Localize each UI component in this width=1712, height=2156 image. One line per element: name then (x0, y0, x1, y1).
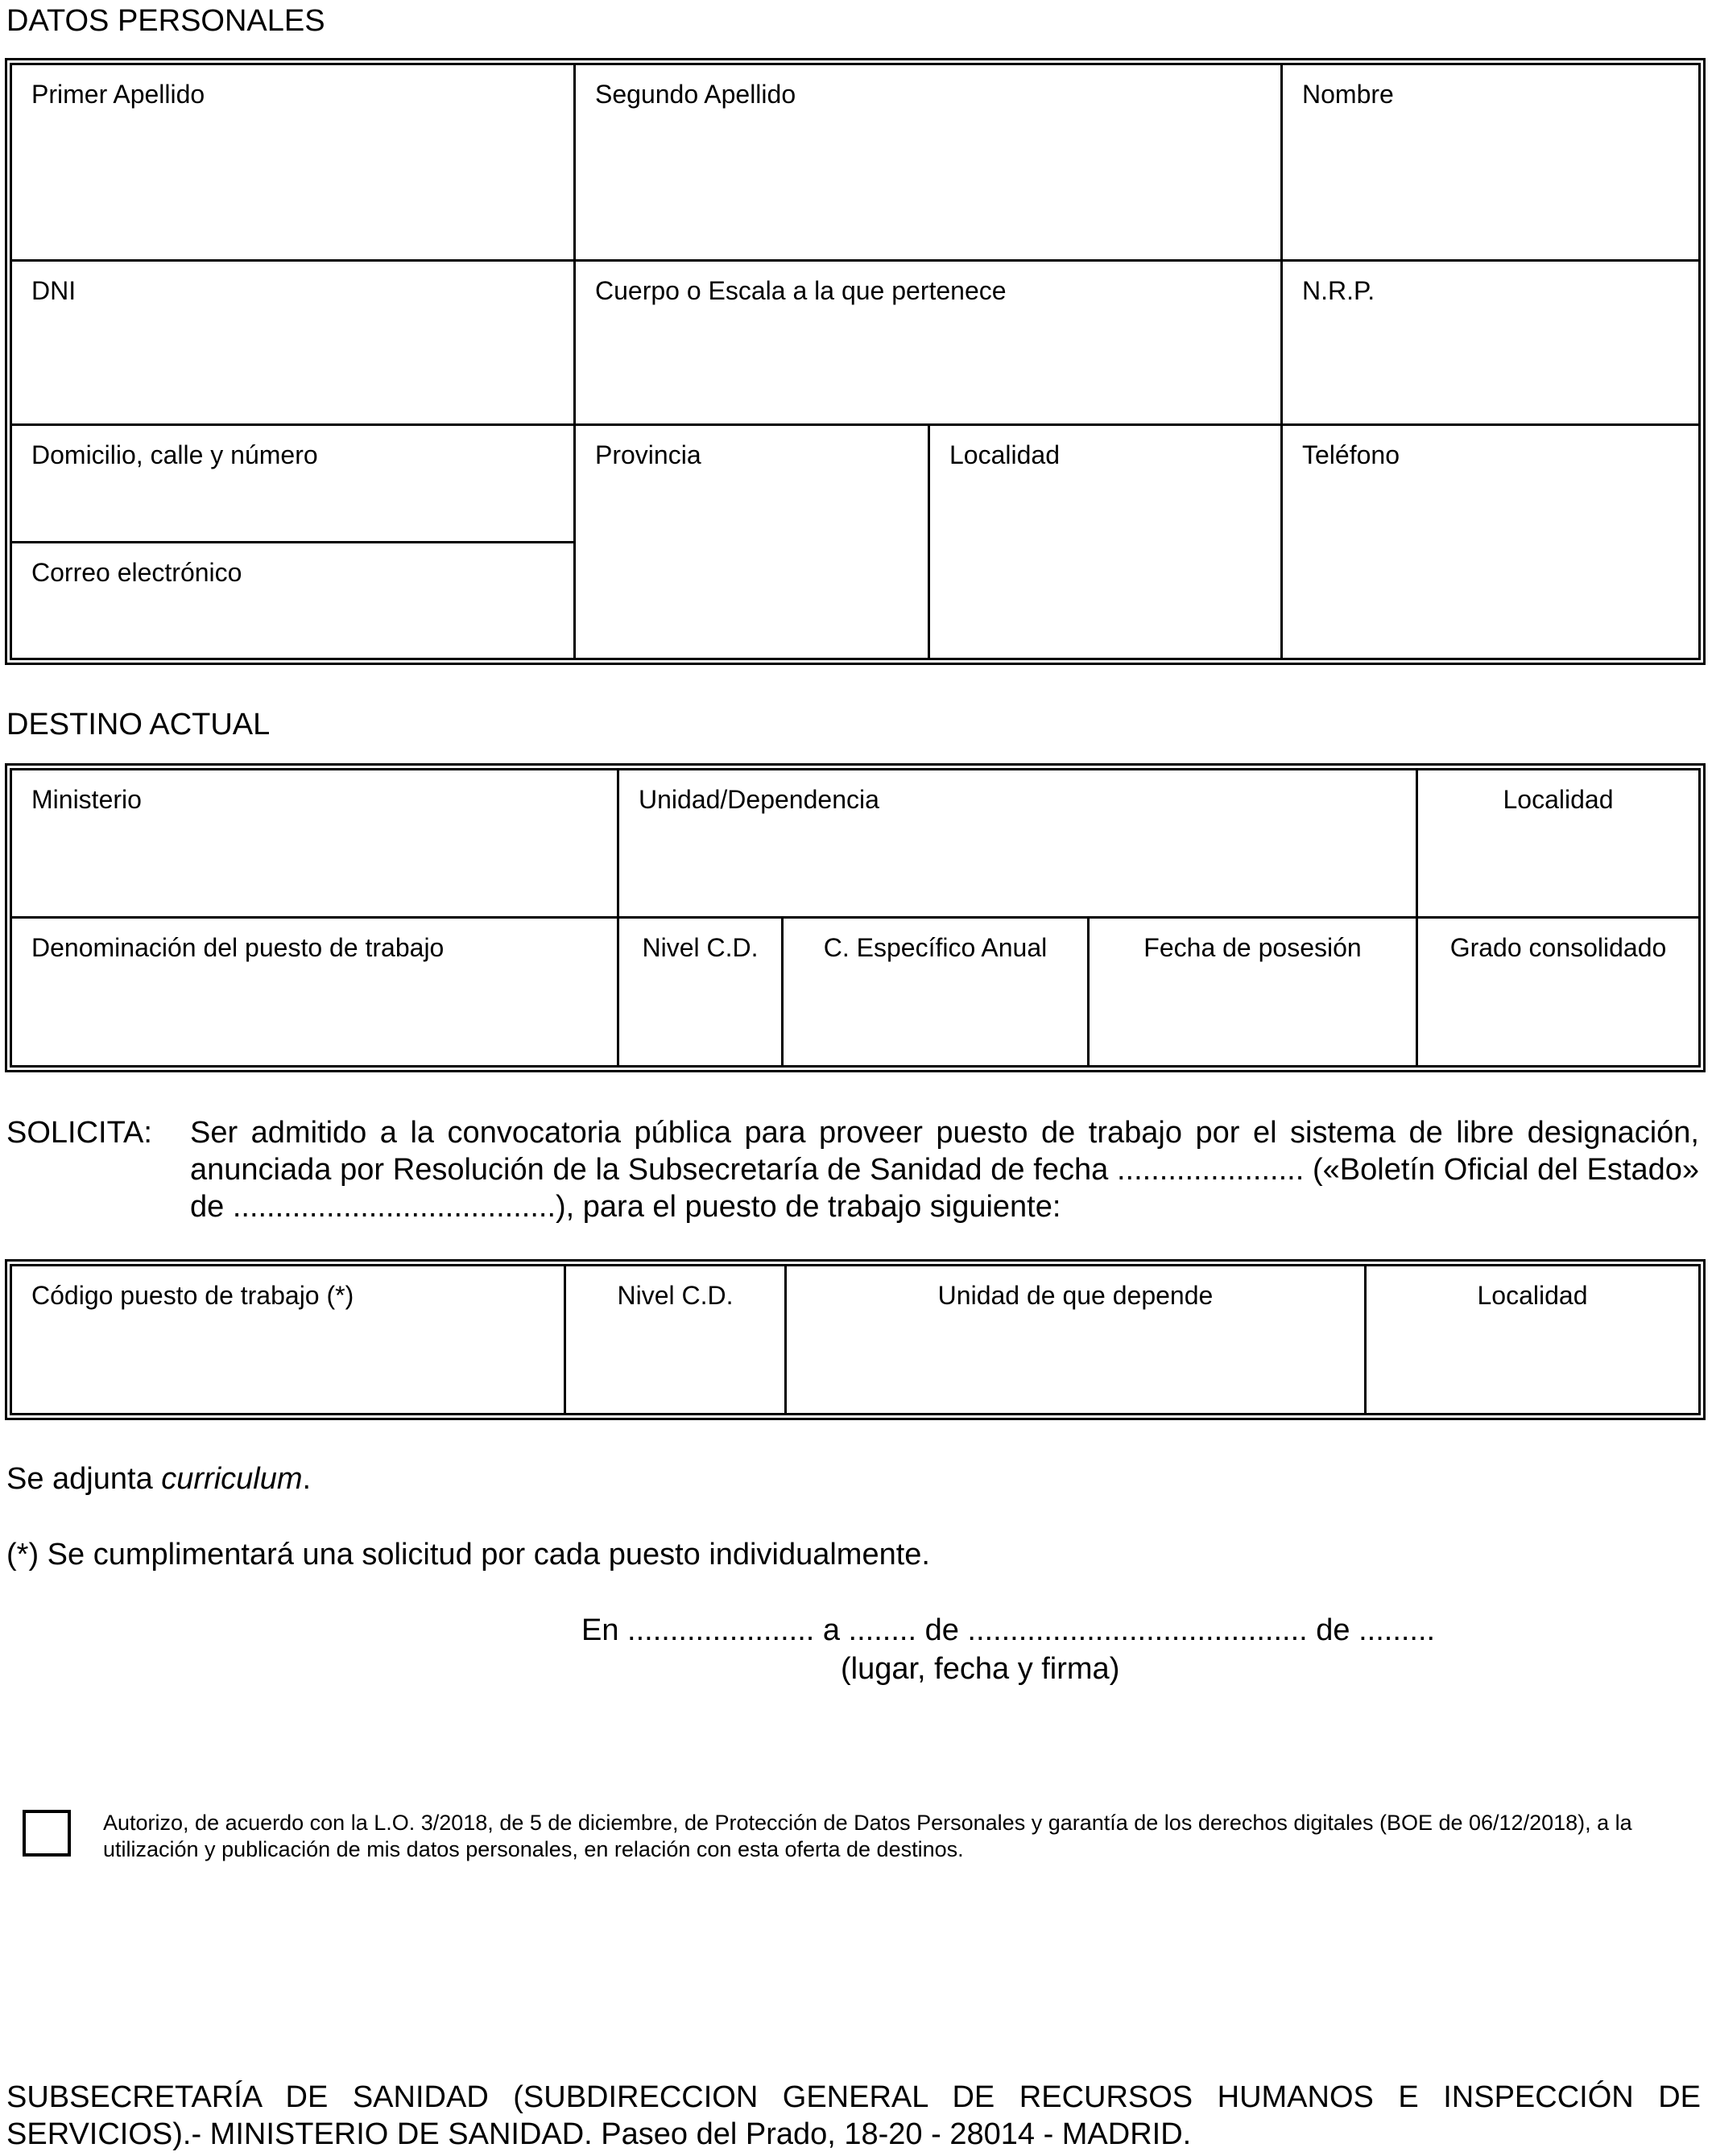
label-localidad-puesto: Localidad (1477, 1281, 1588, 1310)
label-localidad-destino: Localidad (1503, 785, 1614, 814)
field-unidad-depende[interactable] (787, 1266, 1367, 1413)
field-codigo-puesto[interactable] (12, 1266, 566, 1413)
label-segundo-apellido: Segundo Apellido (595, 80, 796, 109)
label-nrp: N.R.P. (1302, 276, 1375, 305)
section-heading-destino-actual: DESTINO ACTUAL (6, 708, 271, 741)
field-unidad-dependencia[interactable] (619, 770, 1418, 919)
label-domicilio: Domicilio, calle y número (31, 440, 318, 469)
label-telefono: Teléfono (1302, 440, 1400, 469)
label-fecha-posesion: Fecha de posesión (1143, 933, 1362, 962)
datos-personales-table (10, 63, 1701, 660)
field-domicilio[interactable] (12, 426, 576, 543)
adjunta-italic: curriculum (161, 1462, 303, 1496)
field-dni[interactable] (12, 262, 576, 426)
solicita-text: Ser admitido a la convocatoria pública para proveer puesto de trabajo por el sistema de libre designación, anunciada por Resolución de la Subsecretaría de Sanidad de fecha ...................... («Boletín Oficial del Estado» de ......................................), para el puesto de trabajo siguiente: (190, 1116, 1699, 1224)
label-nombre: Nombre (1302, 80, 1394, 109)
adjunta-suffix: . (302, 1462, 312, 1496)
section-heading-datos-personales: DATOS PERSONALES (6, 4, 325, 38)
field-telefono[interactable] (1283, 426, 1698, 658)
label-unidad-dependencia: Unidad/Dependencia (639, 785, 879, 814)
footer-address: SUBSECRETARÍA DE SANIDAD (SUBDIRECCION GENERAL DE RECURSOS HUMANOS E INSPECCIÓN DE SERVICIOS).- MINISTERIO DE SANIDAD. Paseo del Prado, 18-20 - 28014 - MADRID. (6, 2080, 1701, 2151)
field-localidad[interactable] (930, 426, 1283, 658)
label-dni: DNI (31, 276, 77, 305)
firma-line: En ...................... a ........ de ........................................ de ......... (581, 1613, 1436, 1647)
label-especifico-anual: C. Específico Anual (823, 933, 1048, 962)
adjunta-curriculum (6, 1460, 311, 1497)
label-primer-apellido: Primer Apellido (31, 80, 205, 109)
label-localidad: Localidad (949, 440, 1060, 469)
field-cuerpo-escala[interactable] (576, 262, 1283, 426)
label-cuerpo-escala: Cuerpo o Escala a la que pertenece (595, 276, 1007, 305)
field-correo[interactable] (12, 543, 576, 658)
field-especifico-anual[interactable] (784, 919, 1090, 1065)
label-unidad-depende: Unidad de que depende (937, 1281, 1214, 1310)
field-ministerio[interactable] (12, 770, 619, 919)
field-localidad-puesto[interactable] (1367, 1266, 1698, 1413)
label-provincia: Provincia (595, 440, 701, 469)
field-denominacion-puesto[interactable] (12, 919, 619, 1065)
field-segundo-apellido[interactable] (576, 65, 1283, 262)
label-ministerio: Ministerio (31, 785, 142, 814)
label-nivel-puesto: Nivel C.D. (617, 1281, 734, 1310)
field-grado-consolidado[interactable] (1418, 919, 1698, 1065)
label-nivel-cd: Nivel C.D. (642, 933, 759, 962)
field-nivel-cd[interactable] (619, 919, 784, 1065)
field-primer-apellido[interactable] (12, 65, 576, 262)
field-provincia[interactable] (576, 426, 930, 658)
nota-solicitud: (*) Se cumplimentará una solicitud por cada puesto individualmente. (6, 1538, 930, 1572)
field-nombre[interactable] (1283, 65, 1698, 262)
field-localidad-destino[interactable] (1418, 770, 1698, 919)
field-nrp[interactable] (1283, 262, 1698, 426)
label-denominacion-puesto: Denominación del puesto de trabajo (31, 933, 445, 962)
label-correo: Correo electrónico (31, 558, 242, 587)
autorizacion-checkbox[interactable] (23, 1810, 71, 1857)
adjunta-prefix: Se adjunta (6, 1462, 162, 1496)
field-nivel-puesto[interactable] (566, 1266, 787, 1413)
puesto-table (10, 1264, 1701, 1415)
label-grado-consolidado: Grado consolidado (1449, 933, 1667, 962)
label-codigo-puesto: Código puesto de trabajo (*) (31, 1281, 354, 1310)
solicita-label: SOLICITA: (6, 1116, 152, 1150)
destino-actual-table (10, 768, 1701, 1068)
firma-caption: (lugar, fecha y firma) (841, 1652, 1120, 1686)
autorizacion-text: Autorizo, de acuerdo con la L.O. 3/2018, de 5 de diciembre, de Protección de Datos Personales y garantía de los derechos digitales (BOE de 06/12/2018), a la utilización y publicación de mis datos personales, en relación con esta oferta de destinos. (103, 1811, 1632, 1861)
field-fecha-posesion[interactable] (1090, 919, 1418, 1065)
